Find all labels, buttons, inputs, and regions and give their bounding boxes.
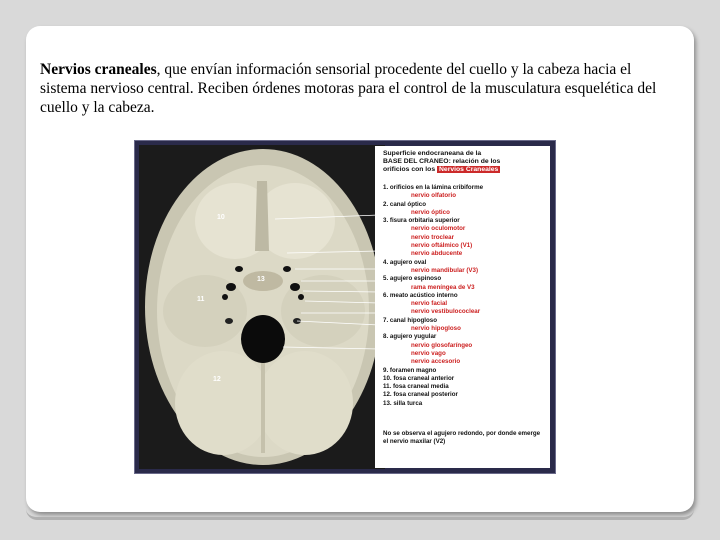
label-13: 13 [257,276,265,283]
legend-item: 4. agujero oval [383,258,427,266]
legend-item: 7. canal hipogloso [383,316,437,324]
legend-header-line3: orificios con los [383,166,436,173]
foramen-ovale-left [226,283,236,291]
legend-item: nervio oftálmico (V1) [411,242,473,250]
legend-item: nervio vestibulococlear [411,308,481,316]
skull-figure [134,140,556,474]
legend-header-highlight: Nervios Craneales [439,166,499,173]
optic-canal-left [235,266,243,272]
label-12: 12 [213,376,221,383]
legend-item: rama meníngea de V3 [411,283,475,291]
legend-item: nervio óptico [411,208,450,216]
legend-item: nervio olfatorio [411,192,457,200]
legend-item: 10. fosa craneal anterior [383,374,455,382]
legend-item: 8. agujero yugular [383,333,437,341]
heading-text [40,60,660,117]
legend-item: 1. orificios en la lámina cribiforme [383,184,484,191]
legend-item: nervio glosofaríngeo [411,341,473,349]
legend-list [383,184,548,408]
legend-item: 2. canal óptico [383,200,426,208]
legend-item: nervio facial [411,300,448,308]
legend-header-line2: BASE DEL CRANEO: relación de los [383,158,501,165]
foramen-spinosum-left [222,294,228,300]
legend-item: 5. agujero espinoso [383,275,442,283]
foramen-magnum [241,315,285,363]
legend-note: No se observa el agujero redondo, por donde emerge el nervio maxilar (V2) [383,430,541,445]
legend-item: nervio abducente [411,250,463,258]
jugular-foramen-left [225,318,233,324]
legend-header [383,150,543,174]
legend-item: 13. silla turca [383,399,423,407]
crista-galli [255,181,269,251]
legend-item: 9. foramen magno [383,366,437,374]
legend-item: nervio hipogloso [411,325,461,333]
legend-item: 6. meato acústico interno [383,291,458,299]
internal-occipital-crest [261,363,265,453]
legend-item: 11. fosa craneal media [383,383,449,391]
posterior-fossa-left [175,351,271,455]
heading-rest: , que envían información sensorial procedente del cuello y la cabeza hacia el sistema nervioso central. Reciben órdenes motoras para el control de la musculatura esquelética del cuello y la cabeza. [40,61,657,116]
heading-bold: Nervios craneales [40,61,157,78]
legend-header-line1: Superficie endocraneana de la [383,150,482,157]
legend-item: nervio vago [411,349,446,357]
legend-item: nervio oculomotor [411,225,466,233]
legend-item: nervio troclear [411,233,454,241]
slide-shadow [26,509,694,520]
foramen-spinosum-right [298,294,304,300]
foramen-ovale-right [290,283,300,291]
legend-item: 12. fosa craneal posterior [383,391,458,399]
skull-base-illustration [135,141,385,473]
legend-item: 3. fisura orbitaria superior [383,217,460,225]
legend-item: nervio mandibular (V3) [411,266,479,274]
posterior-fossa-right [257,351,353,455]
optic-canal-right [283,266,291,272]
label-10: 10 [217,214,225,221]
legend-item: nervio accesorio [411,358,461,366]
legend-panel [375,146,550,468]
label-11: 11 [197,296,205,303]
